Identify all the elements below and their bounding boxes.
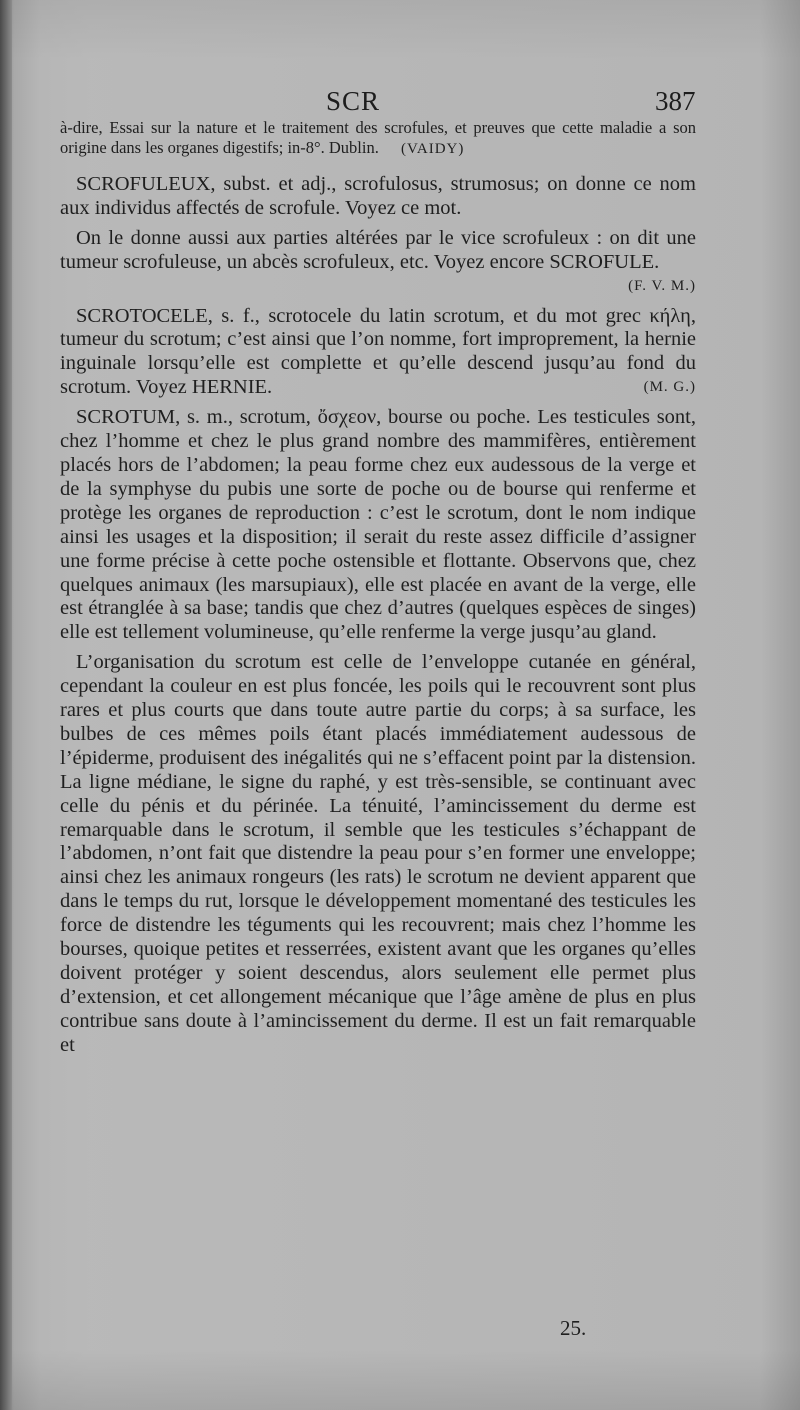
paragraph-0-text: à-dire, Essai sur la nature et le traitement des scrofules, et preuves que cette maladie a son origine dans les organes digestifs; in-8°. Dublin.: [60, 118, 696, 157]
paragraph-4-text: SCROTUM, s. m., scrotum, ὄσχεον, bourse ou poche. Les testicules sont, chez l’homme et chez le plus grand nombre des mammifères, entièrement placés hors de l’abdomen; la peau forme chez eux audessous de la verge et de la symphyse du pubis une sorte de poche ou de bourse qui renferme et protège les organes de reproduction : c’est le scrotum, dont le nom indique ainsi les usages et la disposition; il serait du reste assez difficile d’assigner une forme précise à cette poche ostensible et flottante. Observons que, chez quelques animaux (les marsupiaux), elle est placée en avant de la verge, elle est étranglée à sa base; tandis que chez d’autres (quelques espèces de singes) elle est tellement volumineuse, qu’elle renferme la verge jusqu’au gland.: [60, 406, 696, 644]
book-spine-shadow: [0, 0, 12, 1410]
body-text: [60, 118, 696, 1058]
paragraph-2-text: On le donne aussi aux parties altérées par le vice scrofuleux : on dit une tumeur scrofuleuse, un abcès scrofuleux, etc. Voyez encore SCROFULE.: [60, 226, 696, 273]
paragraph-0: [60, 118, 696, 159]
paragraph-5-text: L’organisation du scrotum est celle de l’enveloppe cutanée en général, cependant la couleur en est plus foncée, les poils qui le recouvrent sont plus rares et plus courts que dans toute autre partie du corps; à sa surface, les bulbes de ces mêmes poils étant placés immédiatement audessous de l’épiderme, produisent des inégalités qui ne s’effacent point par la distension. La ligne médiane, le signe du raphé, y est très-sensible, se continuant avec celle du pénis et du périnée. La ténuité, l’amincissement du derme est remarquable dans le scrotum, il semble que les testicules s’échappant de l’abdomen, n’ont fait que distendre la peau pour s’en former une enveloppe; ainsi chez les animaux rongeurs (les rats) le scrotum ne devient apparent que dans le temps du rut, lorsque le développement momentané des testicules les force de distendre les téguments qui les recouvrent; mais chez l’homme les bourses, quoique petites et resserrées, existent avant que les organes qu’elles doivent protéger y soient descendus, alors seulement elle permet plus d’extension, et cet allongement mécanique que l’âge amène de plus en plus contribue sans doute à l’amincissement du derme. Il est un fait remarquable et: [60, 651, 696, 1056]
paragraph-2-signature: (F. V. M.): [628, 277, 696, 294]
paragraph-5: [60, 651, 696, 1057]
running-head: SCR: [326, 86, 381, 116]
paragraph-4: [60, 406, 696, 645]
paragraph-1: [60, 173, 696, 221]
paragraph-3-signature: (M. G.): [643, 379, 696, 396]
signature-mark: 25.: [560, 1316, 587, 1340]
paragraph-3-text: SCROTOCELE, s. f., scrotocele du latin scrotum, et du mot grec κήλη, tumeur du scrotum; c’est ainsi que l’on nomme, fort improprement, la hernie inguinale lorsqu’elle est complette et qu’elle descend jusqu’au fond du scrotum. Voyez HERNIE.: [60, 304, 696, 399]
paragraph-1-text: SCROFULEUX, subst. et adj., scrofulosus, strumosus; on donne ce nom aux individus affectés de scrofule. Voyez ce mot.: [60, 173, 696, 219]
page-number: 387: [655, 86, 696, 116]
paragraph-3: [60, 305, 696, 401]
paragraph-0-signature: (VAIDY): [400, 141, 465, 157]
paragraph-2: [60, 226, 696, 294]
